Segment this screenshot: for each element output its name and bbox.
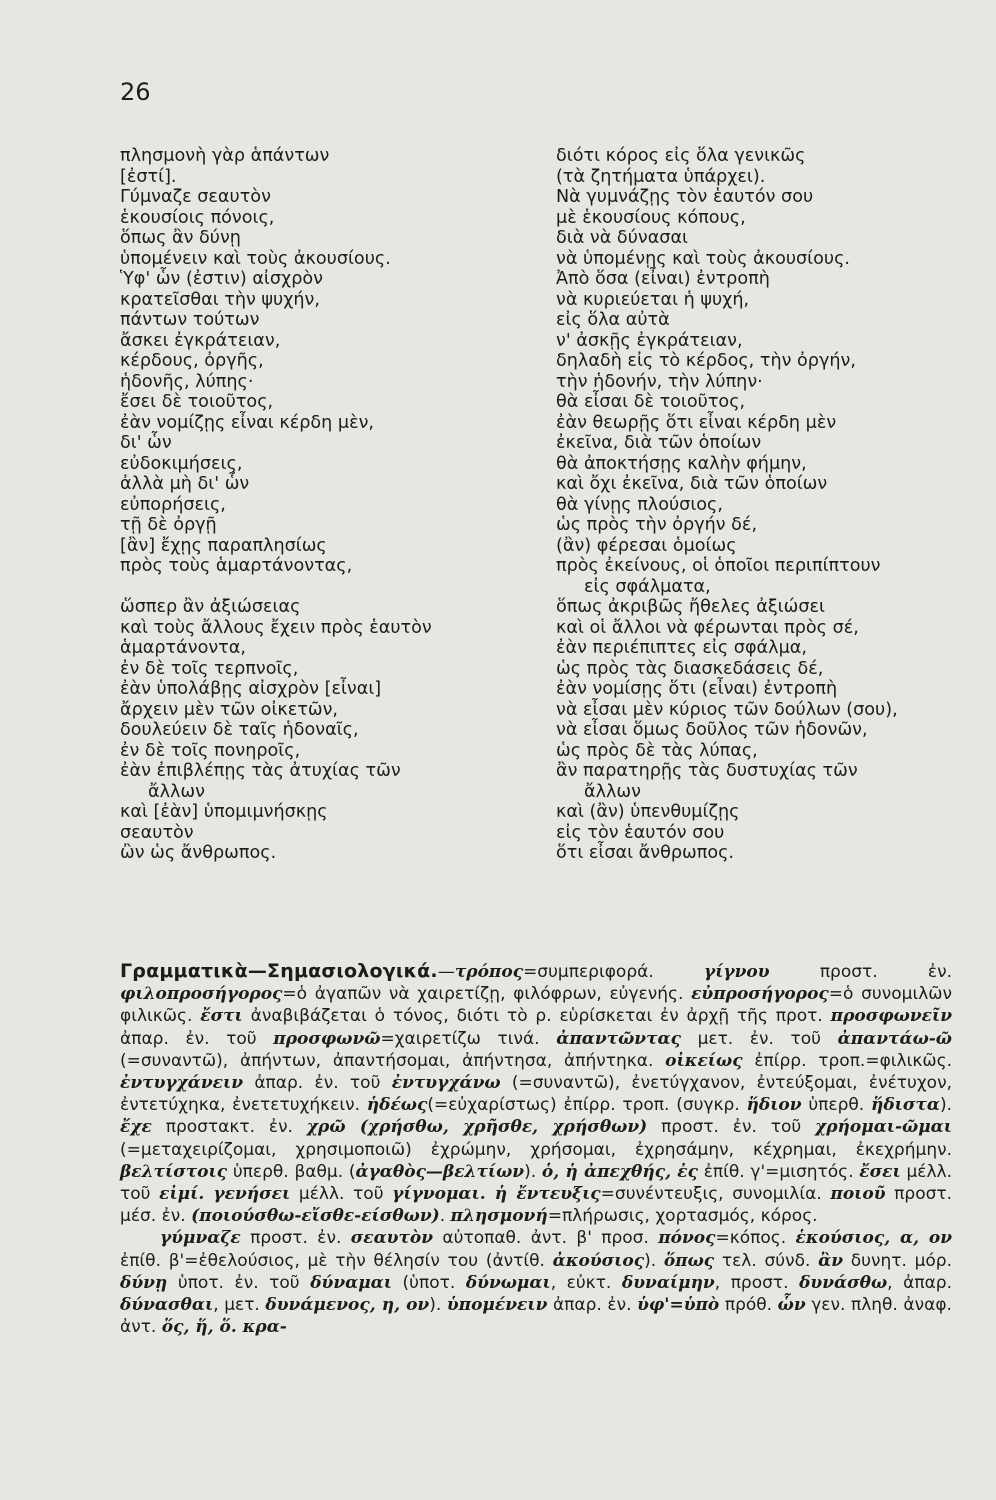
- text-row: [120, 700, 952, 721]
- ancient-greek-line: πρὸς τοὺς ἁμαρτάνοντας,: [120, 556, 353, 576]
- glossary-text: (=συναντῶ), ἀπήντων, ἀπαντήσομαι, ἀπήντησα, ἀπήντηκα.: [120, 1050, 666, 1071]
- text-row: [120, 679, 952, 700]
- glossary-text: =συμπεριφορά.: [523, 962, 704, 982]
- ancient-greek-line: δουλεύειν δὲ ταῖς ἡδοναῖς,: [120, 720, 359, 740]
- ancient-greek-line: εὐπορήσεις,: [120, 494, 226, 515]
- glossary-paragraph-1-body: [120, 962, 952, 1226]
- text-row: [120, 413, 952, 434]
- modern-greek-line: Νὰ γυμνάζῃς τὸν ἑαυτόν σου: [556, 187, 814, 207]
- glossary-headword: ἡδέως: [366, 1095, 428, 1116]
- modern-greek-line: δηλαδὴ εἰς τὸ κέρδος, τὴν ὀργήν,: [556, 351, 856, 371]
- modern-greek-line: νὰ κυριεύεται ἡ ψυχή,: [556, 289, 750, 310]
- glossary-headword: ἥδιον: [746, 1095, 802, 1116]
- glossary-text: ὑπερθ. βαθμ. (: [227, 1161, 356, 1182]
- text-row: [120, 167, 952, 188]
- modern-greek-line: ν' ἀσκῇς ἐγκράτειαν,: [556, 330, 743, 351]
- modern-greek-line: εἰς τὸν ἑαυτόν σου: [556, 822, 725, 843]
- glossary-headword: ὑπομένειν: [446, 1295, 548, 1316]
- glossary-text: προστ. ἐν.: [240, 1228, 351, 1249]
- modern-greek-line: ὡς πρὸς τὴν ὀργήν δέ,: [556, 515, 758, 535]
- glossary-text: πρόθ.: [719, 1295, 778, 1316]
- parallel-text-table: [120, 146, 952, 864]
- glossary-text: =ὁ συνομιλῶν φιλικῶς.: [120, 984, 952, 1027]
- text-row: [120, 761, 952, 782]
- modern-greek-line: καὶ ὄχι ἐκεῖνα, διὰ τῶν ὁποίων: [556, 474, 828, 494]
- glossary-text: δυνητ. μόρ.: [843, 1250, 952, 1271]
- ancient-greek-line: ἐὰν ἐπιβλέπῃς τὰς ἀτυχίας τῶν: [120, 761, 401, 781]
- glossary-text: ἀναβιβάζεται ὁ τόνος, διότι τὸ ρ. εὑρίσκεται ἐν ἀρχῇ τῆς προτ.: [242, 1006, 831, 1027]
- glossary-text: προστ. ἐν. τοῦ: [647, 1117, 816, 1138]
- glossary-text: =κόπος.: [715, 1228, 796, 1249]
- ancient-greek-line: ἄρχειν μὲν τῶν οἰκετῶν,: [120, 699, 339, 720]
- glossary-headword: οἰκείως: [665, 1050, 743, 1071]
- glossary-text: .: [439, 1206, 451, 1227]
- modern-greek-line: (ἂν) φέρεσαι ὁμοίως: [556, 535, 737, 556]
- glossary-headword: γίγνομαι. ἡ ἔντευξις: [392, 1184, 601, 1205]
- modern-greek-line: εἰς σφάλματα,: [584, 576, 711, 597]
- glossary-headword: βελτίστοις: [120, 1161, 228, 1182]
- modern-greek-line: καὶ (ἂν) ὑπενθυμίζῃς: [556, 802, 740, 822]
- glossary-headword: δύνῃ: [120, 1272, 168, 1293]
- glossary-heading: Γραμματικὰ—Σημασιολογικά.: [120, 960, 438, 982]
- glossary-text: =συνέντευξις, συνομιλία.: [600, 1184, 831, 1205]
- ancient-greek-line: ἔσει δὲ τοιοῦτος,: [120, 392, 274, 412]
- glossary-text: προστ. ἐν.: [769, 962, 952, 982]
- ancient-greek-line: ἐν δὲ τοῖς πονηροῖς,: [120, 740, 301, 761]
- glossary-text: ἐπίρρ. τροπ.=φιλικῶς.: [742, 1050, 952, 1071]
- glossary-text: ).: [939, 1095, 952, 1116]
- text-row: [120, 515, 952, 536]
- glossary-headword: προσφωνεῖν: [830, 1006, 952, 1027]
- glossary-text: (=εὐχαρίστως) ἐπίρρ. τροπ. (συγκρ.: [427, 1095, 747, 1116]
- text-row: [120, 659, 952, 680]
- modern-greek-line: ὅπως ἀκριβῶς ἤθελες ἀξιώσει: [556, 597, 825, 617]
- ancient-greek-line: ὅπως ἂν δύνῃ: [120, 228, 241, 248]
- glossary-text: =ὁ ἀγαπῶν νὰ χαιρετίζῃ, φιλόφρων, εὐγενής.: [282, 984, 692, 1005]
- text-row: [120, 249, 952, 270]
- glossary-headword: δύναμαι: [310, 1272, 392, 1293]
- text-row: [120, 720, 952, 741]
- modern-greek-line: νὰ ὑπομένῃς καὶ τοὺς ἀκουσίους.: [556, 248, 850, 269]
- ancient-greek-line: [ἂν] ἔχῃς παραπλησίως: [120, 535, 327, 556]
- glossary-headword: φιλοπροσήγορος: [120, 984, 283, 1005]
- text-row: [120, 823, 952, 844]
- glossary-text: ).: [524, 1161, 542, 1182]
- ancient-greek-line: καὶ [ἐὰν] ὑπομιμνήσκῃς: [120, 802, 328, 822]
- glossary-headword: εὐπροσήγορος: [691, 984, 829, 1005]
- modern-greek-line: νὰ εἶσαι ὅμως δοῦλος τῶν ἡδονῶν,: [556, 720, 868, 740]
- glossary-headword: ἥδιστα: [870, 1095, 940, 1116]
- glossary-text: (=συναντῶ), ἐνετύγχανον, ἐντεύξομαι, ἐνέτυχον, ἐντετύχηκα, ἐνετετυχήκειν.: [120, 1073, 952, 1116]
- glossary-text: , εὐκτ.: [550, 1272, 622, 1293]
- ancient-greek-line: ὑπομένειν καὶ τοὺς ἀκουσίους.: [120, 248, 391, 269]
- glossary-headword: γύμναζε: [160, 1228, 241, 1249]
- text-row: [120, 433, 952, 454]
- text-row: [120, 536, 952, 557]
- ancient-greek-line: κέρδους, ὀργῆς,: [120, 351, 264, 371]
- text-row: [120, 597, 952, 618]
- glossary-headword: ἀγαθὸς—βελτίων: [355, 1161, 525, 1182]
- text-row: [120, 495, 952, 516]
- ancient-greek-line: ἑκουσίοις πόνοις,: [120, 207, 275, 228]
- modern-greek-line: ὅτι εἶσαι ἄνθρωπος.: [556, 843, 735, 863]
- modern-greek-line: θὰ εἶσαι δὲ τοιοῦτος,: [556, 392, 746, 412]
- text-row: [120, 228, 952, 249]
- glossary-headword: ἐντυγχάνω: [391, 1073, 501, 1094]
- glossary-text: μετ. ἐν. τοῦ: [680, 1028, 838, 1049]
- modern-greek-line: θὰ ἀποκτήσῃς καλὴν φήμην,: [556, 453, 807, 474]
- ancient-greek-line: κρατεῖσθαι τὴν ψυχήν,: [120, 289, 320, 310]
- glossary-text: , μετ.: [213, 1295, 266, 1316]
- glossary-text: =χαιρετίζω τινά.: [380, 1028, 557, 1049]
- modern-greek-line: (τὰ ζητήματα ὑπάρχει).: [556, 166, 766, 187]
- text-row: [120, 290, 952, 311]
- glossary-text: ὑποτ. ἐν. τοῦ: [167, 1272, 311, 1293]
- ancient-greek-line: [120, 577, 556, 598]
- glossary-headword: ἀπαντάω-ῶ: [837, 1028, 952, 1049]
- glossary-paragraph-2: [120, 1227, 952, 1338]
- modern-greek-line: μὲ ἑκουσίους κόπους,: [556, 207, 746, 228]
- text-row: [120, 392, 952, 413]
- glossary-headword: δυναίμην: [621, 1272, 715, 1293]
- text-row: [120, 802, 952, 823]
- text-row: [120, 843, 952, 864]
- ancient-greek-line: πλησμονὴ γὰρ ἁπάντων: [120, 146, 330, 166]
- ancient-greek-line: δι' ὧν: [120, 433, 172, 453]
- modern-greek-line: νὰ εἶσαι μὲν κύριος τῶν δούλων (σου),: [556, 699, 898, 720]
- modern-greek-line: θὰ γίνῃς πλούσιος,: [556, 494, 723, 515]
- modern-greek-line: πρὸς ἐκείνους, οἱ ὁποῖοι περιπίπτουν: [556, 556, 881, 576]
- text-row: [120, 331, 952, 352]
- glossary-headword: ἔστι: [200, 1006, 243, 1027]
- glossary-headword: ἑκούσιος, α, ον: [795, 1228, 952, 1249]
- modern-greek-line: ἐκεῖνα, διὰ τῶν ὁποίων: [556, 433, 762, 453]
- glossary-headword: τρόπος: [454, 962, 524, 982]
- glossary-text: γεν. πληθ. ἀναφ. ἀντ.: [120, 1295, 952, 1338]
- modern-greek-line: ἐὰν περιέπιπτες εἰς σφάλμα,: [556, 638, 807, 658]
- glossary-text: μέλλ. τοῦ: [120, 1161, 952, 1205]
- ancient-greek-line: ἄλλων: [148, 781, 205, 802]
- glossary-text: ἀπαρ. ἐν. τοῦ: [120, 1028, 274, 1049]
- glossary-headword: ποιοῦ: [830, 1184, 886, 1205]
- glossary-text: ἀπαρ. ἐν.: [547, 1295, 638, 1316]
- ancient-greek-line: Ὑφ' ὧν (ἐστιν) αἰσχρὸν: [120, 269, 323, 289]
- ancient-greek-line: ὢν ὡς ἄνθρωπος.: [120, 843, 277, 863]
- glossary-headword: ἀκούσιος: [552, 1250, 645, 1271]
- glossary-text: , προστ.: [714, 1272, 800, 1293]
- glossary-text: προστ. μέσ. ἐν.: [120, 1184, 953, 1227]
- modern-greek-line: διότι κόρος εἰς ὅλα γενικῶς: [556, 146, 806, 166]
- glossary-text: (=μεταχειρίζομαι, χρησιμοποιῶ) ἐχρώμην, χρήσομαι, ἐχρησάμην, κέχρημαι, ἐκεχρήμην.: [120, 1139, 952, 1160]
- grammar-glossary: [120, 960, 952, 1338]
- glossary-text: μέλλ. τοῦ: [290, 1184, 393, 1205]
- glossary-headword: ἀπαντῶντας: [556, 1028, 681, 1049]
- text-row: [120, 310, 952, 331]
- text-row: [120, 372, 952, 393]
- glossary-headword: ὧν: [777, 1295, 806, 1316]
- ancient-greek-line: Γύμναζε σεαυτὸν: [120, 187, 271, 207]
- ancient-greek-line: εὐδοκιμήσεις,: [120, 453, 243, 474]
- glossary-headword: γίγνου: [703, 962, 770, 982]
- text-row: [120, 269, 952, 290]
- text-row: [120, 556, 952, 577]
- glossary-headword: ἔχε: [120, 1117, 152, 1138]
- text-row: [120, 187, 952, 208]
- text-row: [120, 146, 952, 167]
- glossary-headword: ἔσει: [859, 1161, 901, 1182]
- glossary-headword: πόνος: [658, 1228, 716, 1249]
- glossary-headword: δυνάσθω: [799, 1272, 888, 1293]
- glossary-text: =πλήρωσις, χορτασμός, κόρος.: [547, 1206, 818, 1227]
- text-row: [120, 208, 952, 229]
- glossary-text: (ὑποτ.: [391, 1272, 466, 1293]
- text-row: [120, 618, 952, 639]
- glossary-headword: σεαυτὸν: [350, 1228, 434, 1249]
- glossary-headword: χρῶ (χρήσθω, χρῆσθε, χρήσθων): [306, 1117, 648, 1138]
- glossary-headword: χρήομαι-ῶμαι: [815, 1117, 952, 1138]
- ancient-greek-line: ἐὰν ὑπολάβῃς αἰσχρὸν [εἶναι]: [120, 679, 382, 699]
- ancient-greek-line: τῇ δὲ ὀργῇ: [120, 515, 217, 535]
- glossary-headword: προσφωνῶ: [273, 1028, 381, 1049]
- ancient-greek-line: καὶ τοὺς ἄλλους ἔχειν πρὸς ἑαυτὸν: [120, 617, 432, 638]
- glossary-text: ).: [429, 1295, 447, 1316]
- glossary-headword: ὁ, ἡ ἀπεχθής, ἐς: [541, 1161, 698, 1182]
- glossary-text: ἀπαρ. ἐν. τοῦ: [243, 1073, 392, 1094]
- ancient-greek-line: πάντων τούτων: [120, 310, 260, 330]
- modern-greek-line: καὶ οἱ ἄλλοι νὰ φέρωνται πρὸς σέ,: [556, 617, 859, 638]
- ancient-greek-line: ἐν δὲ τοῖς τερπνοῖς,: [120, 658, 299, 679]
- text-row: [120, 351, 952, 372]
- modern-greek-line: ὡς πρὸς δὲ τὰς λύπας,: [556, 740, 758, 761]
- glossary-text: , ἀπαρ.: [887, 1272, 952, 1293]
- ancient-greek-line: ἀλλὰ μὴ δι' ὧν: [120, 474, 250, 494]
- glossary-headword: ἂν: [818, 1250, 843, 1271]
- glossary-text: ἐπίθ. β'=ἐθελούσιος, μὲ τὴν θέλησίν του (ἀντίθ.: [120, 1250, 553, 1271]
- glossary-headword: ὑφ'=ὑπὸ: [637, 1295, 720, 1316]
- ancient-greek-line: ἡδονῆς, λύπης·: [120, 371, 254, 392]
- glossary-text: προστακτ. ἐν.: [151, 1117, 307, 1138]
- modern-greek-line: ἂν παρατηρῇς τὰς δυστυχίας τῶν: [556, 761, 858, 781]
- glossary-text: —: [437, 962, 455, 982]
- glossary-headword: δυνάμενος, η, ον: [265, 1295, 430, 1316]
- ancient-greek-line: σεαυτὸν: [120, 822, 194, 843]
- parallel-text-rows: [120, 146, 952, 864]
- modern-greek-line: ἄλλων: [584, 781, 641, 802]
- ancient-greek-line: ἁμαρτάνοντα,: [120, 638, 246, 658]
- glossary-headword: εἰμί. γενήσει: [159, 1184, 291, 1205]
- text-row: [120, 454, 952, 475]
- text-row: [120, 782, 952, 803]
- ancient-greek-line: ὥσπερ ἂν ἀξιώσειας: [120, 597, 301, 617]
- modern-greek-line: τὴν ἡδονήν, τὴν λύπην·: [556, 371, 763, 392]
- text-row: [120, 638, 952, 659]
- glossary-text: ).: [644, 1250, 664, 1271]
- page-number: 26: [120, 78, 151, 106]
- text-row: [120, 741, 952, 762]
- glossary-headword: ἐντυγχάνειν: [120, 1073, 244, 1094]
- glossary-headword: πλησμονή: [450, 1206, 548, 1227]
- glossary-headword: (ποιούσθω-εἴσθε-είσθων): [191, 1206, 440, 1227]
- modern-greek-line: Ἀπὸ ὅσα (εἶναι) ἐντροπὴ: [556, 269, 770, 289]
- glossary-paragraph-1: [120, 960, 952, 1227]
- glossary-headword: δύνασθαι: [120, 1295, 214, 1316]
- glossary-headword: ὅς, ἥ, ὅ. κρα-: [161, 1317, 287, 1338]
- glossary-text: ὑπερθ.: [801, 1095, 871, 1116]
- glossary-headword: δύνωμαι: [465, 1272, 551, 1293]
- modern-greek-line: εἰς ὅλα αὐτὰ: [556, 310, 670, 330]
- ancient-greek-line: [ἐστί].: [120, 166, 177, 187]
- modern-greek-line: ὡς πρὸς τὰς διασκεδάσεις δέ,: [556, 658, 824, 679]
- text-row: [120, 577, 952, 598]
- text-row: [120, 474, 952, 495]
- modern-greek-line: ἐὰν θεωρῇς ὅτι εἶναι κέρδη μὲν: [556, 412, 837, 433]
- glossary-text: αὐτοπαθ. ἀντ. β' προσ.: [433, 1228, 659, 1249]
- modern-greek-line: ἐὰν νομίσῃς ὅτι (εἶναι) ἐντροπὴ: [556, 679, 838, 699]
- ancient-greek-line: ἐὰν νομίζῃς εἶναι κέρδη μὲν,: [120, 412, 375, 433]
- glossary-text: ἐπίθ. γ'=μισητός.: [697, 1161, 860, 1182]
- glossary-text: τελ. σύνδ.: [714, 1250, 819, 1271]
- modern-greek-line: διὰ νὰ δύνασαι: [556, 228, 688, 248]
- glossary-headword: ὅπως: [663, 1250, 715, 1271]
- ancient-greek-line: ἄσκει ἐγκράτειαν,: [120, 330, 281, 351]
